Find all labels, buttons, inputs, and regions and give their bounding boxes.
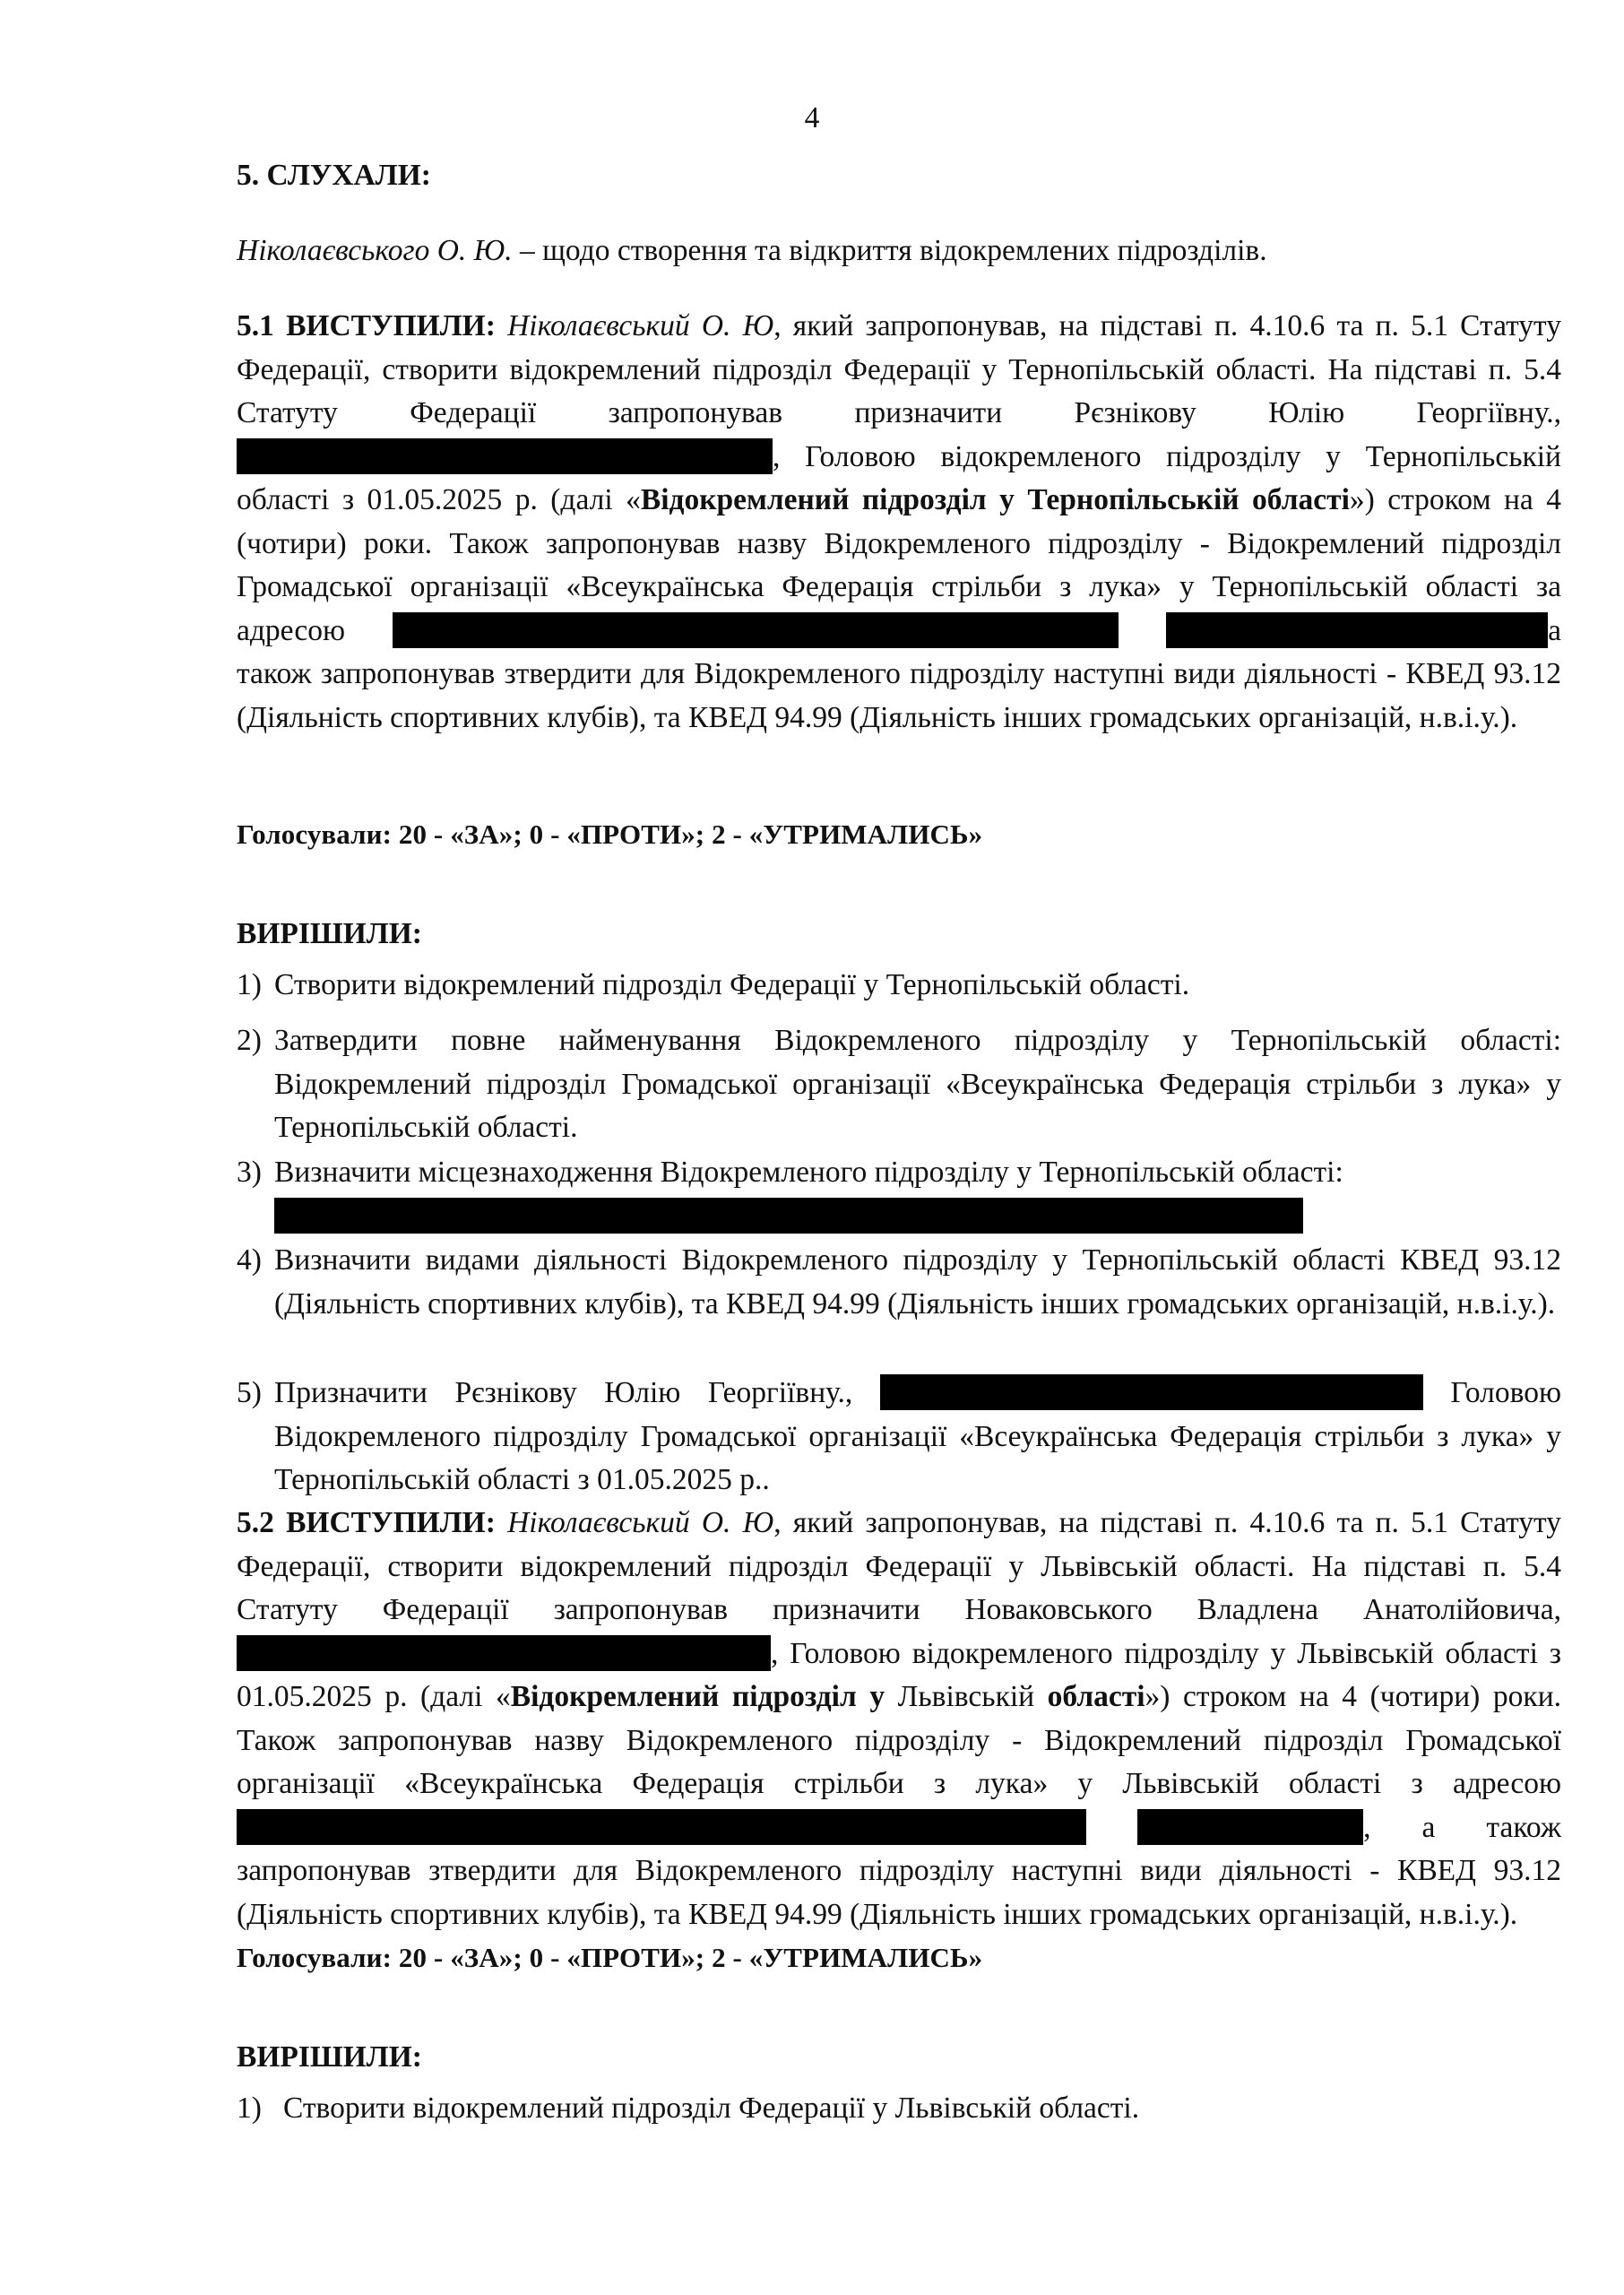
item-number: 1)	[237, 968, 262, 1001]
topic-text: – щодо створення та відкриття відокремлених підрозділів.	[512, 234, 1267, 267]
resolution-item	[237, 1372, 1561, 1503]
resolution-item	[237, 1239, 1561, 1326]
speech-text: Львівській	[885, 1680, 1048, 1713]
speech-label: 5.1 ВИСТУПИЛИ:	[237, 309, 496, 342]
item-text: Створити відокремлений підрозділ Федерації у Тернопільській області.	[274, 968, 1190, 1001]
redaction-bar	[237, 438, 773, 474]
resolution-item	[237, 1019, 1561, 1150]
redaction-bar	[237, 1809, 1086, 1845]
subdivision-name: Відокремлений підрозділ у	[510, 1680, 885, 1713]
speech-text: , Головою відокремленого підрозділу у Львівській області з 01.05.2025 р. (далі «	[237, 1636, 1561, 1713]
speech-text: , який запропонував, на підставі п. 4.10.6 та п. 5.1 Статуту Федерації, створити відокремлений підрозділ Федерації у Львівській області. На підставі п. 5.4 Статуту Федерації запропонував призначити Новаковського Владлена Анатолійовича,	[237, 1506, 1561, 1626]
speaker-name: Ніколаєвський О. Ю	[507, 309, 774, 342]
redaction-bar	[237, 1635, 771, 1671]
redaction-bar	[880, 1374, 1423, 1410]
item-text: Визначити місцезнаходження Відокремленого підрозділу у Тернопільській області:	[274, 1156, 1343, 1189]
section-5-heading: 5. СЛУХАЛИ:	[237, 159, 431, 192]
subdivision-name: Відокремлений підрозділ у Тернопільській області	[640, 483, 1350, 516]
section-5-topic	[237, 230, 1561, 273]
speech-text: а також запропонував зтвердити для Відокремленого підрозділу наступні види діяльності - КВЕД 93.12 (Діяльність спортивних клубів), та КВЕД 94.99 (Діяльність інших громадських організацій, н.в.і.у.).	[237, 613, 1562, 734]
item-number: 3)	[237, 1156, 262, 1189]
item-text	[274, 1372, 1561, 1503]
resolution-item	[237, 964, 1561, 1008]
item-text-part: Головою Відокремленого підрозділу Громадської організації «Всеукраїнська Федерація стрільби з лука» у Тернопільській області з 01.05.2025 р..	[274, 1376, 1561, 1496]
redaction-bar	[274, 1198, 1303, 1234]
speech-label: 5.2 ВИСТУПИЛИ:	[237, 1506, 496, 1539]
speech-5-2	[237, 1502, 1561, 1936]
speaker-name: Ніколаєвського О. Ю.	[237, 234, 513, 267]
speech-text: ») строком на 4 (чотири) роки. Також запропонував назву Відокремленого підрозділу - Відокремлений підрозділ Громадської організації «Всеукраїнська Федерація стрільби з лука» у Львівській області з адресою	[237, 1680, 1561, 1800]
resolution-item	[237, 1151, 1561, 1195]
speech-text: , а також запропонував зтвердити для Відокремленого підрозділу наступні види діяльності - КВЕД 93.12 (Діяльність спортивних клубів), та КВЕД 94.99 (Діяльність інших громадських організацій, н.в.і.у.).	[237, 1810, 1561, 1931]
speech-5-1	[237, 305, 1561, 740]
item-number: 2)	[237, 1024, 262, 1057]
redaction-bar	[393, 612, 1119, 648]
item-number: 4)	[237, 1243, 262, 1277]
item-text: Створити відокремлений підрозділ Федерації у Львівській області.	[283, 2091, 1140, 2125]
redaction-bar	[1166, 612, 1548, 648]
vote-result: Голосували: 20 - «ЗА»; 0 - «ПРОТИ»; 2 - «УТРИМАЛИСЬ»	[237, 818, 983, 850]
item-text-part: Призначити Рєзнікову Юлію Георгіївну.,	[274, 1376, 880, 1409]
redaction-bar	[1137, 1809, 1363, 1845]
speech-text: , який запропонував, на підставі п. 4.10.6 та п. 5.1 Статуту Федерації, створити відокремлений підрозділ Федерації у Тернопільській області. На підставі п. 5.4 Статуту Федерації запропонував призначити Рєзнікову Юлію Георгіївну.,	[237, 309, 1561, 429]
vote-result: Голосували: 20 - «ЗА»; 0 - «ПРОТИ»; 2 - «УТРИМАЛИСЬ»	[237, 1942, 983, 1973]
item-text: Затвердити повне найменування Відокремленого підрозділу у Тернопільській області: Відокремлений підрозділ Громадської організації «Всеукраїнська Федерація стрільби з лука» у Тернопільській області.	[274, 1024, 1561, 1144]
page-number: 4	[804, 101, 820, 134]
item-text: Визначити видами діяльності Відокремленого підрозділу у Тернопільській області КВЕД 93.12 (Діяльність спортивних клубів), та КВЕД 94.99 (Діяльність інших громадських організацій, н.в.і.у.).	[274, 1243, 1561, 1321]
resolution-item	[237, 2087, 1561, 2131]
speech-text: ») строком на 4 (чотири) роки. Також запропонував назву Відокремленого підрозділу - Відокремлений підрозділ Громадської організації «Всеукраїнська Федерація стрільби з лука» у Тернопільській області за адресою	[237, 483, 1561, 647]
subdivision-name: області	[1047, 1680, 1145, 1713]
speaker-name: Ніколаєвський О. Ю	[507, 1506, 774, 1539]
item-number: 5)	[237, 1376, 262, 1409]
resolved-heading: ВИРІШИЛИ:	[237, 2040, 422, 2074]
item-number: 1)	[237, 2091, 262, 2125]
speech-text: , Головою відокремленого підрозділу у Тернопільській області з 01.05.2025 р. (далі «	[237, 439, 1561, 516]
resolved-heading: ВИРІШИЛИ:	[237, 917, 422, 950]
